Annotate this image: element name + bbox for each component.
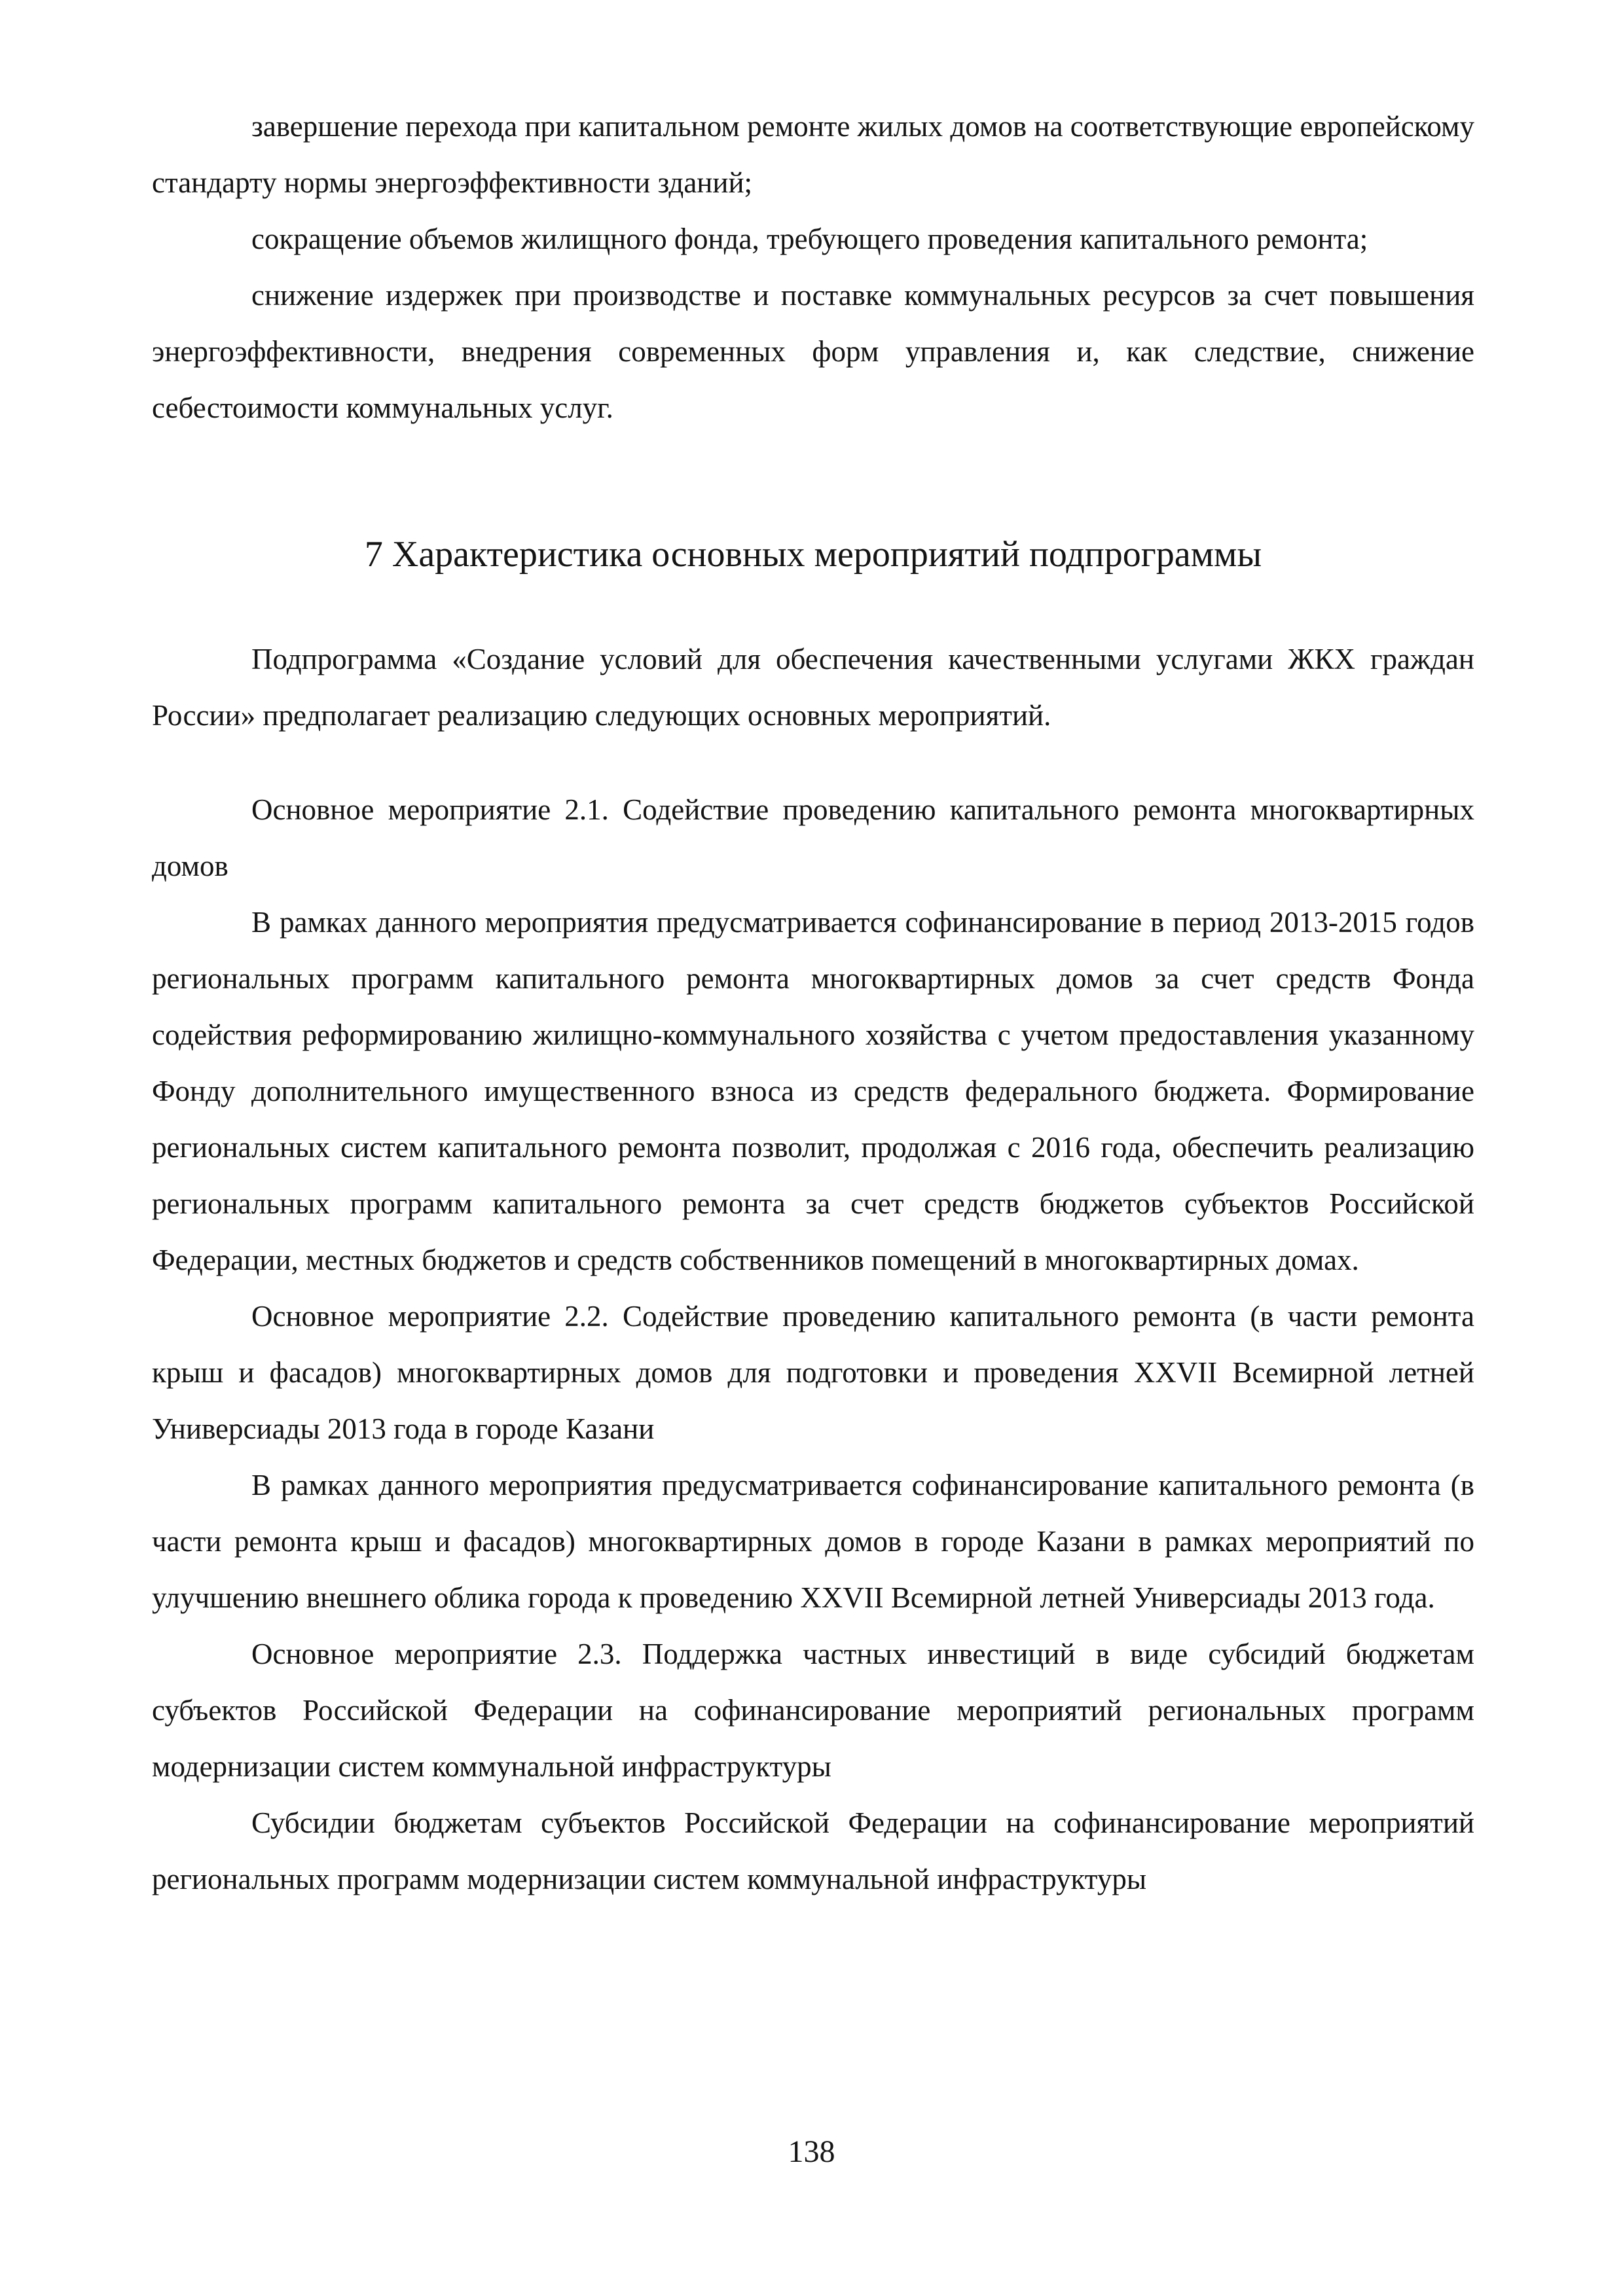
measure-2-3-body: Субсидии бюджетам субъектов Российской Федерации на софинансирование мероприятий региональных программ модернизации систем коммунальной инфраструктуры — [152, 1806, 1474, 1895]
section-heading: 7 Характеристика основных мероприятий подпрограммы — [364, 534, 1262, 575]
paragraph-intro: Подпрограмма «Создание условий для обеспечения качественными услугами ЖКХ граждан России» предполагает реализацию следующих основных мероприятий. — [152, 643, 1474, 732]
paragraph-housing-reduction: сокращение объемов жилищного фонда, требующего проведения капитального ремонта; — [251, 223, 1368, 255]
measure-2-3-title: Основное мероприятие 2.3. Поддержка частных инвестиций в виде субсидий бюджетам субъектов Российской Федерации на софинансирование мероприятий региональных программ модернизации систем коммунальной инфраструктуры — [152, 1638, 1474, 1783]
measure-2-1-title: Основное мероприятие 2.1. Содействие проведению капитального ремонта многоквартирных домов — [152, 793, 1474, 882]
measure-2-1-body: В рамках данного мероприятия предусматривается софинансирование в период 2013-2015 годов региональных программ капитального ремонта многоквартирных домов за счет средств Фонда содействия реформированию жилищно-коммунального хозяйства с учетом предоставления указанному Фонду дополнительного имущественного взноса из средств федерального бюджета. Формирование региональных систем капитального ремонта позволит, продолжая с 2016 года, обеспечить реализацию региональных программ капитального ремонта за счет средств бюджетов субъектов Российской Федерации, местных бюджетов и средств собственников помещений в многоквартирных домах. — [152, 906, 1474, 1276]
paragraph-energy-standard: завершение перехода при капитальном ремонте жилых домов на соответствующие европейскому стандарту нормы энергоэффективности зданий; — [152, 110, 1474, 199]
document-page — [152, 98, 1474, 1907]
page-number: 138 — [788, 2134, 835, 2169]
paragraph-cost-reduction: снижение издержек при производстве и поставке коммунальных ресурсов за счет повышения энергоэффективности, внедрения современных форм управления и, как следствие, снижение себестоимости коммунальных услуг. — [152, 279, 1474, 424]
measure-2-2-body: В рамках данного мероприятия предусматривается софинансирование капитального ремонта (в части ремонта крыш и фасадов) многоквартирных домов в городе Казани в рамках мероприятий по улучшению внешнего облика города к проведению XXVII Всемирной летней Универсиады 2013 года. — [152, 1469, 1474, 1614]
measure-2-2-title: Основное мероприятие 2.2. Содействие проведению капитального ремонта (в части ремонта крыш и фасадов) многоквартирных домов для подготовки и проведения XXVII Всемирной летней Универсиады 2013 года в городе Казани — [152, 1300, 1474, 1445]
